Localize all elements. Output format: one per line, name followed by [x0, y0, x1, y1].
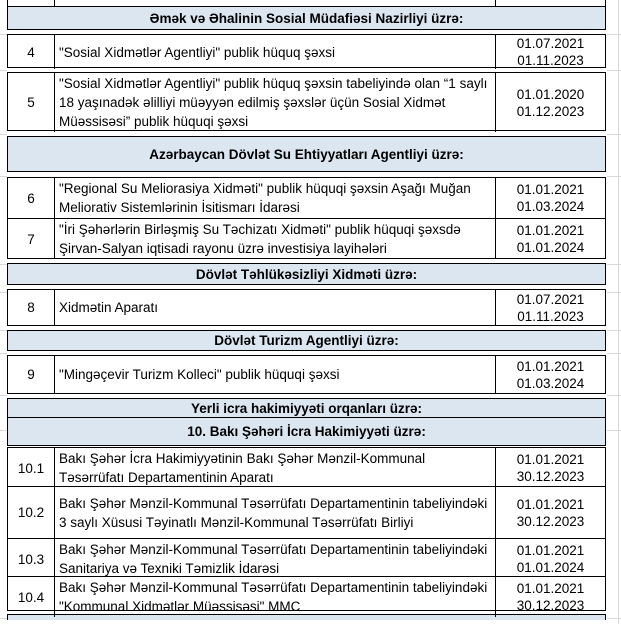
partial-table-row — [7, 0, 606, 6]
gridline — [607, 264, 621, 265]
row-dates-cell — [496, 35, 605, 69]
row-dates-cell — [496, 219, 605, 259]
table-row — [8, 356, 605, 393]
gridline — [0, 330, 7, 331]
row-description-text: "İri Şəhərlərin Birləşmiş Su Təchizatı Xidməti" publik hüquqi şəxsdə Şirvan-Salyan iqtisadi rayonu üzrə investisiya layihələri — [59, 222, 461, 256]
table-row — [8, 290, 605, 325]
section-header-group — [7, 136, 606, 172]
row-description-cell — [55, 290, 496, 325]
institutions-table — [7, 0, 606, 620]
row-description-cell — [55, 73, 496, 132]
row-description-text: Bakı Şəhər Mənzil-Kommunal Təsərrüfatı Departamentinin tabeliyindəki Sanitariya və Texniki Təmizlik İdarəsi — [59, 542, 488, 576]
date-end: 01.12.2023 — [516, 103, 585, 119]
date-end: 01.03.2024 — [516, 375, 585, 391]
row-description-text: Bakı Şəhər Mənzil-Kommunal Təsərrüfatı Departamentinin tabeliyindəki 3 saylı Xüsusi Təyinatlı Mənzil-Kommunal Təsərrüfatı Birliyi — [59, 495, 488, 530]
row-number-cell: 10.3 — [8, 539, 55, 579]
section-header — [8, 417, 605, 445]
row-dates-cell — [496, 290, 605, 325]
table-row — [8, 448, 605, 486]
row-number-cell: 4 — [8, 35, 55, 69]
row-number-cell: 10.4 — [8, 577, 55, 617]
gridline — [607, 70, 621, 71]
row-dates-cell — [496, 178, 605, 218]
row-description-cell — [55, 487, 496, 538]
row-description-text: Bakı Şəhər İcra Hakimiyyətinin Bakı Şəhər Mənzil-Kommunal Təsərrüfatı Departamentinin Aparatı — [59, 451, 426, 485]
section-header-group — [7, 6, 606, 30]
row-description-text: "Sosial Xidmətlər Agentliyi" publik hüquq şəxsin tabeliyində olan “1 saylı 18 yaşınadək əlilliyi müəyyən edilmiş şəxslər üçün Sosial Xidmət Müəssisəsi” publik hüquqi şəxsi — [59, 76, 488, 129]
gridline — [607, 134, 621, 135]
row-dates-cell — [496, 448, 605, 488]
section-header-label: 10. Bakı Şəhəri İcra Hakimiyyəti üzrə: — [187, 424, 426, 439]
row-description-cell — [55, 219, 496, 259]
date-start: 01.01.2021 — [516, 581, 585, 596]
partial-cell — [8, 0, 55, 6]
gridline — [607, 353, 621, 354]
table-row — [8, 486, 605, 538]
row-description-cell — [55, 178, 496, 218]
date-end: 01.11.2023 — [517, 308, 584, 324]
row-number-cell: 10.2 — [8, 487, 55, 538]
row-description-cell — [55, 448, 496, 488]
gridline — [0, 618, 7, 619]
date-end: 30.12.2023 — [516, 513, 585, 529]
gridline — [0, 176, 7, 177]
row-number-cell: 5 — [8, 73, 55, 132]
table-row — [8, 538, 605, 576]
gridline — [607, 395, 621, 396]
date-start: 01.07.2021 — [516, 36, 585, 51]
gridline — [0, 292, 7, 293]
gridline — [607, 430, 621, 431]
row-number-cell: 6 — [8, 178, 55, 218]
gridline — [0, 70, 7, 71]
section-header — [8, 7, 605, 29]
section-header-label: Dövlət Təhlükəsizliyi Xidməti üzrə: — [195, 266, 418, 282]
gridline — [607, 292, 621, 293]
date-start: 01.01.2021 — [516, 223, 585, 238]
table-row — [8, 73, 605, 130]
date-start: 01.01.2021 — [516, 182, 585, 197]
gridline — [0, 430, 7, 431]
date-end: 01.03.2024 — [516, 199, 585, 214]
partial-cell — [55, 0, 496, 6]
section-header-group — [7, 398, 606, 446]
table-row — [8, 218, 605, 258]
date-end: 30.12.2023 — [516, 598, 585, 613]
gridline — [0, 264, 7, 265]
row-number-cell: 7 — [8, 219, 55, 259]
gridline — [0, 353, 7, 354]
section-header-label: Əmək və Əhalinin Sosial Müdafiəsi Nazirliyi üzrə: — [149, 10, 464, 26]
section-header-group — [7, 263, 606, 285]
row-description-text: "Mingəçevir Turizm Kolleci" publik hüquqi şəxsi — [59, 367, 340, 382]
row-description-cell — [55, 356, 496, 393]
table-row-group — [7, 72, 606, 131]
table-row-group — [7, 177, 606, 259]
date-start: 01.01.2020 — [516, 86, 585, 102]
date-end: 01.11.2023 — [517, 53, 584, 68]
table-row-group — [7, 34, 606, 68]
date-start: 01.01.2021 — [516, 496, 585, 512]
gridline — [607, 176, 621, 177]
row-dates-cell — [496, 577, 605, 617]
date-end: 01.01.2024 — [516, 240, 585, 255]
section-header — [8, 331, 605, 350]
gridline — [607, 34, 621, 35]
gridline — [0, 134, 7, 135]
date-start: 01.01.2021 — [516, 358, 585, 374]
row-description-text: Xidmətin Aparatı — [59, 300, 159, 315]
section-header — [8, 137, 605, 171]
gridline — [607, 618, 621, 619]
row-description-cell — [55, 539, 496, 579]
row-dates-cell — [496, 539, 605, 579]
table-row — [8, 178, 605, 218]
table-row-group — [7, 355, 606, 394]
row-dates-cell — [496, 487, 605, 538]
date-start: 01.01.2021 — [516, 543, 585, 558]
row-description-text: "Regional Su Meliorasiya Xidməti" publik hüquqi şəxsin Aşağı Muğan Meliorativ Sistemlərinin İsitismarı İdarəsi — [59, 181, 471, 215]
row-description-text: "Sosial Xidmətlər Agentliyi" publik hüquq şəxsi — [59, 44, 335, 60]
section-header — [8, 264, 605, 284]
section-header — [8, 399, 605, 417]
row-description-cell — [55, 577, 496, 617]
gridline — [607, 330, 621, 331]
gridline — [0, 395, 7, 396]
table-row — [8, 576, 605, 614]
date-end: 01.01.2024 — [516, 560, 585, 575]
section-header-group — [7, 330, 606, 351]
date-start: 01.07.2021 — [516, 291, 585, 307]
row-number-cell: 9 — [8, 356, 55, 393]
row-number-cell: 10.1 — [8, 448, 55, 488]
row-description-cell — [55, 35, 496, 69]
table-row-group — [7, 447, 606, 614]
row-dates-cell — [496, 73, 605, 132]
date-start: 01.01.2021 — [516, 452, 585, 467]
row-number-cell: 8 — [8, 290, 55, 325]
section-header-label: Azərbaycan Dövlət Su Ehtiyyatları Agentliyi üzrə: — [149, 146, 464, 162]
date-end: 30.12.2023 — [516, 469, 585, 484]
section-header-label: Yerli icra hakimiyyəti orqanları üzrə: — [190, 400, 423, 416]
partial-cell — [496, 0, 605, 6]
gridline — [0, 34, 7, 35]
row-dates-cell — [496, 356, 605, 393]
table-row — [8, 35, 605, 67]
section-header-label: Dövlət Turizm Agentliyi üzrə: — [214, 333, 399, 348]
gridline — [618, 0, 619, 624]
table-row-group — [7, 289, 606, 326]
row-description-text: Bakı Şəhər Mənzil-Kommunal Təsərrüfatı Departamentinin tabeliyindəki "Kommunal Xidmətlər Müəssisəsi" MMC — [59, 580, 488, 614]
